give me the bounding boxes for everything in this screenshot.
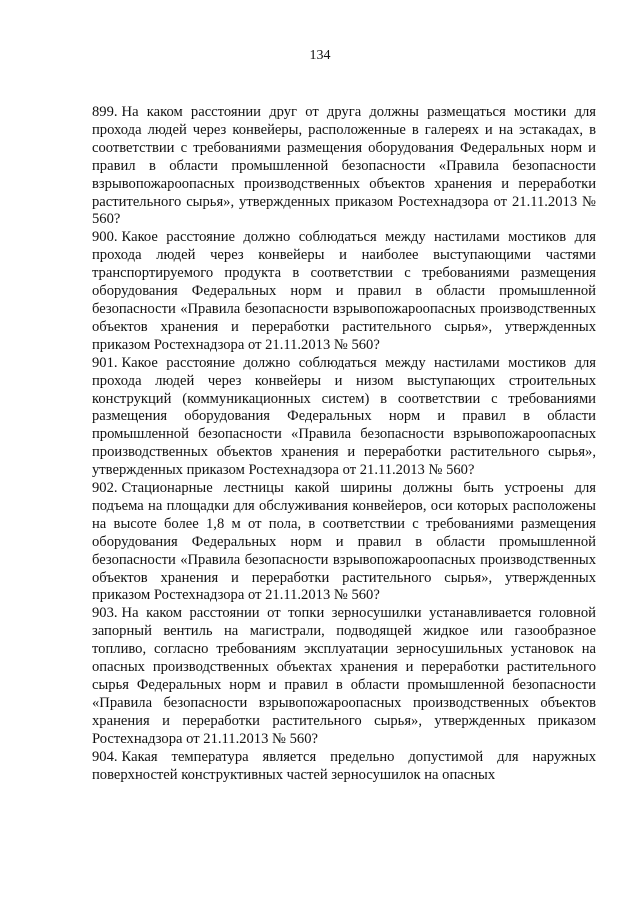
question-text: Какое расстояние должно соблюдаться между настилами мостиков для прохода людей через конвейеры и наиболее выступающими частями транспортируемого продукта в соответствии с требованиями размещения оборудования Федеральных норм и правил в области промышленной безопасности «Правила безопасности взрывопожароопасных производственных объектов хранения и переработки растительного сырья», утвержденных приказом Ростехнадзора от 21.11.2013 № 560? (92, 229, 596, 353)
question-text: На каком расстоянии друг от друга должны размещаться мостики для прохода людей через конвейеры, расположенные в галереях и на эстакадах, в соответствии с требованиями размещения оборудования Федеральных норм и правил в области промышленной безопасности «Правила безопасности взрывопожароопасных производственных объектов хранения и переработки растительного сырья», утвержденных приказом Ростехнадзора от 21.11.2013 № 560? (92, 104, 596, 228)
question-899 (92, 104, 596, 229)
question-number: 904. (92, 748, 118, 765)
question-904 (92, 749, 596, 785)
question-901 (92, 355, 596, 480)
question-number: 903. (92, 605, 118, 622)
question-text: Какое расстояние должно соблюдаться между настилами мостиков для прохода людей через конвейеры и низом выступающих строительных конструкций (коммуникационных систем) в соответствии с требованиями размещения оборудования Федеральных норм и правил в области промышленной безопасности «Правила безопасности взрывопожароопасных производственных объектов хранения и переработки растительного сырья», утвержденных приказом Ростехнадзора от 21.11.2013 № 560? (92, 354, 596, 479)
question-900 (92, 229, 596, 354)
document-body (92, 104, 596, 784)
question-number: 902. (92, 480, 118, 497)
question-text: Какая температура является предельно допустимой для наружных поверхностей конструктивных частей зерносушилок на опасных (92, 748, 596, 783)
question-number: 900. (92, 229, 118, 246)
question-number: 901. (92, 354, 118, 371)
question-text: На каком расстоянии от топки зерносушилки устанавливается головной запорный вентиль на магистрали, подводящей жидкое или газообразное топливо, согласно требованиям эксплуатации зерносушильных установок на опасных производственных объектах хранения и переработки растительного сырья Федеральных норм и правил в области промышленной безопасности «Правила безопасности взрывопожароопасных производственных объектов хранения и переработки растительного сырья», утвержденных приказом Ростехнадзора от 21.11.2013 № 560? (92, 605, 596, 747)
question-number: 899. (92, 104, 118, 120)
question-902 (92, 480, 596, 605)
question-text: Стационарные лестницы какой ширины должны быть устроены для подъема на площадки для обслуживания конвейеров, оси которых расположены на высоте более 1,8 м от пола, в соответствии с требованиями размещения оборудования Федеральных норм и правил в области промышленной безопасности «Правила безопасности взрывопожароопасных производственных объектов хранения и переработки растительного сырья», утвержденных приказом Ростехнадзора от 21.11.2013 № 560? (92, 480, 596, 604)
page-number: 134 (309, 48, 331, 63)
question-903 (92, 605, 596, 748)
